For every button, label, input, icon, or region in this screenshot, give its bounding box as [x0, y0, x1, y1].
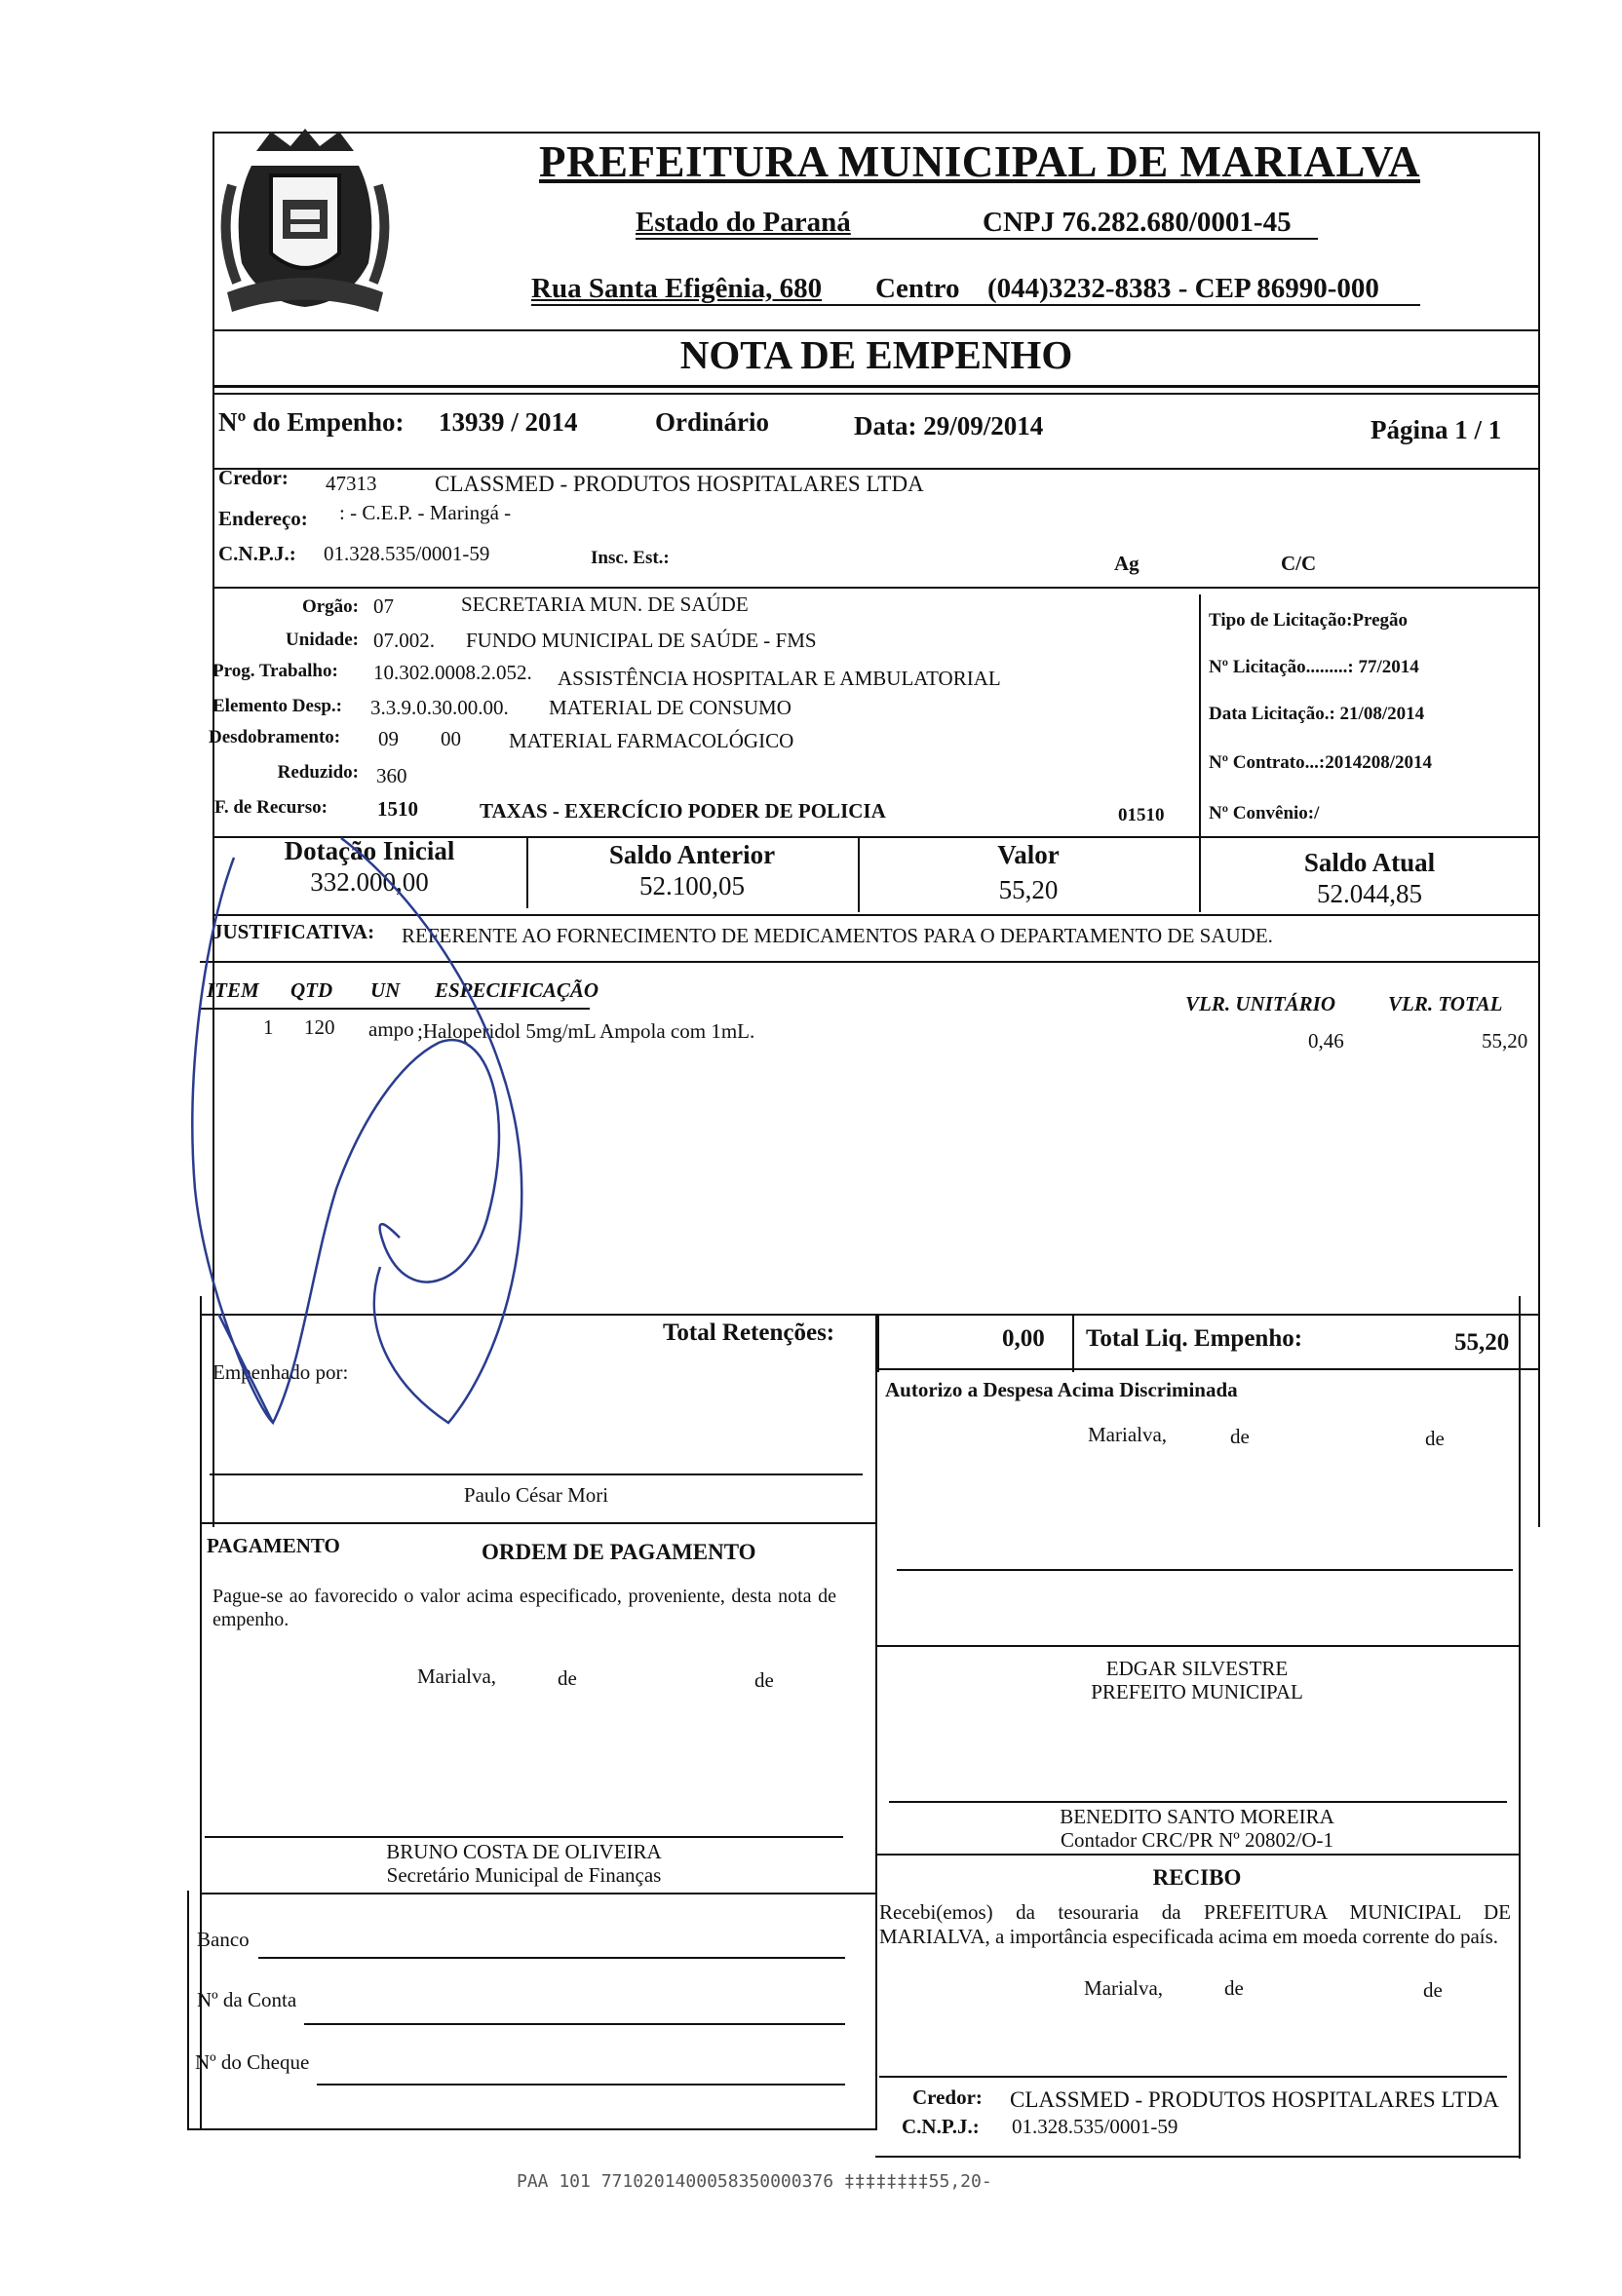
dotacao-value: 332.000,00 — [310, 867, 429, 897]
saldo-atual-value: 52.044,85 — [1317, 879, 1422, 908]
coat-of-arms-icon — [212, 127, 398, 322]
autorizo-label: Autorizo a Despesa Acima Discriminada — [885, 1378, 1238, 1401]
orgao-name: SECRETARIA MUN. DE SAÚDE — [461, 593, 749, 616]
retencoes-value: 0,00 — [1002, 1325, 1045, 1352]
credor-cnpj-label: C.N.P.J.: — [218, 542, 296, 565]
fonte-code: 1510 — [377, 797, 418, 821]
secretary-signature-line — [205, 1836, 843, 1838]
licitacao-contrato: Nº Contrato...:2014208/2014 — [1209, 752, 1432, 773]
page-number: Página 1 / 1 — [1371, 415, 1502, 444]
pagamento-label: PAGAMENTO — [207, 1534, 340, 1557]
handwritten-signature — [166, 819, 624, 1442]
elem-name: MATERIAL DE CONSUMO — [549, 696, 792, 719]
licitacao-convenio: Nº Convênio:/ — [1209, 803, 1320, 823]
empenho-type: Ordinário — [655, 407, 770, 437]
row-item: 1 — [263, 1015, 274, 1039]
empenhado-name: Paulo César Mori — [463, 1483, 609, 1507]
recibo-cnpj-value: 01.328.535/0001-59 — [1012, 2115, 1178, 2138]
header-address: Rua Santa Efigênia, 680 — [531, 273, 823, 304]
banco-label: Banco — [197, 1928, 250, 1951]
insc-label: Insc. Est.: — [591, 548, 670, 568]
frame-bottom-left — [187, 2128, 877, 2130]
valor-label: Valor — [997, 840, 1060, 869]
unidade-label: Unidade: — [286, 630, 359, 650]
col-item: ITEM — [207, 978, 259, 1002]
header-title: PREFEITURA MUNICIPAL DE MARIALVA — [538, 137, 1421, 186]
row-un: ampo — [368, 1017, 414, 1041]
totals-div-1 — [877, 1314, 879, 1372]
unidade-name: FUNDO MUNICIPAL DE SAÚDE - FMS — [466, 629, 817, 652]
orgao-label: Orgão: — [301, 596, 359, 617]
reduzido-value: 360 — [376, 764, 407, 787]
desd-code1: 09 — [378, 727, 399, 750]
secretary-name: BRUNO COSTA DE OLIVEIRA — [386, 1840, 662, 1863]
mayor-name: EDGAR SILVESTRE — [1105, 1657, 1289, 1680]
empenhado-label: Empenhado por: — [212, 1360, 349, 1384]
totals-div-2 — [1072, 1314, 1074, 1372]
elem-code: 3.3.9.0.30.00.00. — [370, 696, 509, 719]
justificativa-text: REFERENTE AO FORNECIMENTO DE MEDICAMENTOS PARA O DEPARTAMENTO DE SAUDE. — [402, 924, 1273, 947]
recibo-de1: de — [1224, 1976, 1244, 2000]
credor-code: 47313 — [326, 472, 377, 495]
empenho-date: Data: 29/09/2014 — [854, 411, 1044, 440]
accountant-signature-line — [889, 1801, 1507, 1803]
credor-name: CLASSMED - PRODUTOS HOSPITALARES LTDA — [435, 472, 924, 496]
ag-label: Ag — [1114, 552, 1139, 575]
cheque-line — [317, 2084, 845, 2086]
accountant-name: BENEDITO SANTO MOREIRA — [1060, 1805, 1334, 1828]
middle-vertical — [875, 1314, 877, 2130]
autorizo-signature-line — [897, 1569, 1513, 1571]
empenho-top-line — [212, 393, 1540, 395]
prog-label: Prog. Trabalho: — [212, 661, 338, 681]
saldo-anterior-label: Saldo Anterior — [608, 840, 776, 869]
budget-divider — [1199, 594, 1201, 838]
title-bottom-line — [212, 385, 1540, 388]
fonte-label: F. de Recurso: — [214, 797, 328, 818]
cc-label: C/C — [1281, 552, 1317, 575]
accountant-bottom-line — [875, 1854, 1521, 1856]
ordem-label: ORDEM DE PAGAMENTO — [482, 1540, 756, 1564]
accountant-title: Contador CRC/PR Nº 20802/O-1 — [1060, 1828, 1334, 1852]
licitacao-numero: Nº Licitação.........: 77/2014 — [1209, 657, 1419, 677]
prog-name: ASSISTÊNCIA HOSPITALAR E AMBULATORIAL — [558, 667, 1001, 690]
unidade-code: 07.002. — [373, 629, 435, 652]
licitacao-data: Data Licitação.: 21/08/2014 — [1209, 704, 1425, 724]
recibo-city: Marialva, — [1084, 1976, 1164, 2000]
doc-title: NOTA DE EMPENHO — [679, 332, 1073, 377]
col-qtd: QTD — [290, 978, 333, 1002]
frame-right-lower — [1519, 1296, 1521, 2159]
empenho-label: Nº do Empenho: — [218, 407, 405, 437]
elem-label: Elemento Desp.: — [212, 696, 342, 716]
frame-left-bottom-seg — [187, 1891, 189, 2130]
endereco-value: : - C.E.P. - Maringá - — [339, 501, 512, 524]
col-total: VLR. TOTAL — [1388, 992, 1503, 1015]
pagamento-bottom-line — [200, 1893, 877, 1894]
pagamento-de1: de — [558, 1666, 577, 1690]
autorizo-bottom-line — [875, 1645, 1521, 1647]
recibo-signature-line — [879, 2076, 1507, 2078]
row-total: 55,20 — [1482, 1029, 1528, 1052]
saldo-atual-label: Saldo Atual — [1303, 848, 1436, 877]
autorizo-city: Marialva, — [1088, 1423, 1168, 1446]
header-cnpj: CNPJ 76.282.680/0001-45 — [983, 207, 1292, 238]
row-qtd: 120 — [304, 1015, 335, 1039]
dotacao-label: Dotação Inicial — [284, 836, 455, 865]
autorizo-de1: de — [1230, 1425, 1250, 1448]
prog-code: 10.302.0008.2.052. — [373, 661, 532, 684]
header-district: Centro — [875, 273, 960, 304]
retencoes-label: Total Retenções: — [663, 1320, 835, 1346]
desd-code2: 00 — [441, 727, 461, 750]
address-underline — [531, 304, 1420, 306]
conta-line — [304, 2023, 845, 2025]
valor-value: 55,20 — [998, 875, 1059, 904]
credor-bottom-line — [212, 587, 1540, 589]
empenhado-bottom-line — [200, 1522, 877, 1524]
row-spec: ;Haloperidol 5mg/mL Ampola com 1mL. — [417, 1019, 755, 1043]
recibo-de2: de — [1423, 1978, 1443, 2002]
desd-name: MATERIAL FARMACOLÓGICO — [509, 729, 794, 752]
orgao-code: 07 — [373, 594, 394, 618]
fonte-ref: 01510 — [1118, 805, 1165, 825]
col-unit: VLR. UNITÁRIO — [1185, 992, 1336, 1015]
header-state: Estado do Paraná — [636, 207, 851, 238]
empenho-number: 13939 / 2014 — [439, 407, 578, 437]
col-un: UN — [370, 978, 401, 1002]
conta-label: Nº da Conta — [197, 1988, 297, 2011]
pagamento-city: Marialva, — [417, 1665, 497, 1688]
recibo-text: Recebi(emos) da tesouraria da PREFEITURA MUNICIPAL DE MARIALVA, a importância especificada acima em moeda corrente do país. — [879, 1900, 1511, 1948]
recibo-credor-name: CLASSMED - PRODUTOS HOSPITALARES LTDA — [1010, 2087, 1499, 2112]
mayor-title: PREFEITO MUNICIPAL — [1091, 1680, 1303, 1703]
pagamento-de2: de — [754, 1668, 774, 1692]
cheque-label: Nº do Cheque — [195, 2050, 310, 2074]
licitacao-tipo: Tipo de Licitação:Pregão — [1209, 610, 1409, 631]
reduzido-label: Reduzido: — [277, 762, 359, 783]
saldo-anterior-value: 52.100,05 — [639, 871, 745, 900]
recibo-cnpj-label: C.N.P.J.: — [902, 2115, 980, 2138]
totals-bottom-line — [877, 1368, 1540, 1370]
credor-cnpj-value: 01.328.535/0001-59 — [324, 542, 490, 565]
header-phone-cep: (044)3232-8383 - CEP 86990-000 — [987, 273, 1379, 304]
justificativa-label: JUSTIFICATIVA: — [212, 920, 375, 943]
endereco-label: Endereço: — [218, 507, 308, 530]
frame-top — [212, 132, 1540, 134]
desd-label: Desdobramento: — [209, 727, 341, 747]
col-spec: ESPECIFICAÇÃO — [435, 978, 599, 1002]
autorizo-de2: de — [1425, 1427, 1445, 1450]
liquido-label: Total Liq. Empenho: — [1086, 1325, 1303, 1352]
footer-code: PAA 101 7710201400058350000376 ‡‡‡‡‡‡‡‡55,20- — [517, 2171, 992, 2192]
credor-label: Credor: — [218, 466, 289, 489]
secretary-title: Secretário Municipal de Finanças — [386, 1863, 662, 1887]
fonte-name: TAXAS - EXERCÍCIO PODER DE POLICIA — [480, 799, 886, 823]
empenhado-signature-line — [210, 1473, 863, 1475]
frame-bottom-right — [875, 2156, 1521, 2158]
banco-line — [258, 1957, 845, 1959]
pagamento-text: Pague-se ao favorecido o valor acima especificado, proveniente, desta nota de empenho. — [212, 1586, 836, 1630]
recibo-label: RECIBO — [1152, 1865, 1242, 1890]
empenho-bottom-line — [212, 468, 1540, 470]
liquido-value: 55,20 — [1454, 1329, 1510, 1356]
recibo-credor-label: Credor: — [912, 2086, 983, 2109]
row-unit: 0,46 — [1308, 1029, 1344, 1052]
